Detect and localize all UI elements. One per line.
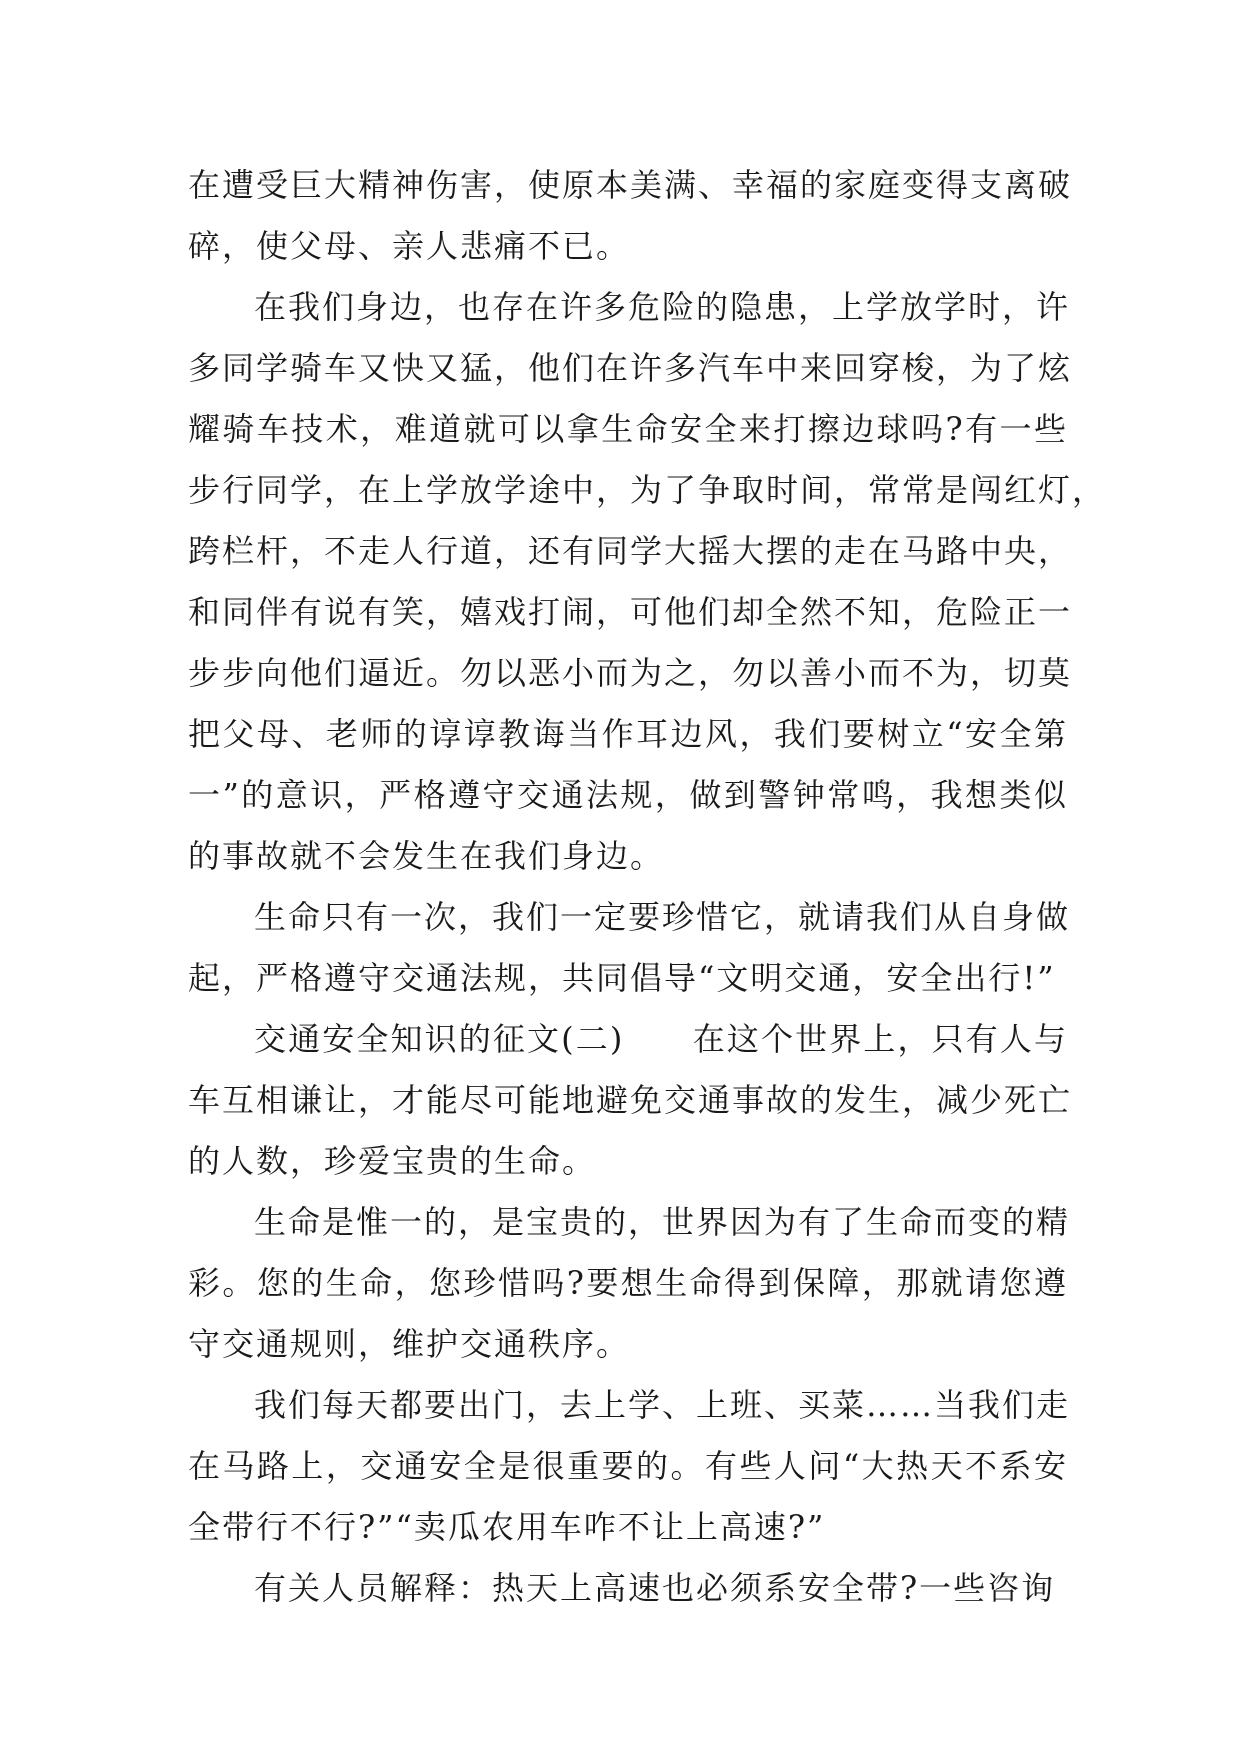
text-line: 耀骑车技术，难道就可以拿生命安全来打擦边球吗?有一些	[188, 410, 1068, 448]
paragraph-start-line: 有关人员解释：热天上高速也必须系安全带?一些咨询	[254, 1569, 1056, 1607]
text-line: 一”的意识，严格遵守交通法规，做到警钟常鸣，我想类似	[188, 776, 1068, 814]
paragraph-start-line: 生命只有一次，我们一定要珍惜它，就请我们从自身做	[254, 898, 1071, 936]
text-line: 守交通规则，维护交通秩序。	[188, 1325, 631, 1363]
text-line: 全带行不行?”“卖瓜农用车咋不让上高速?”	[188, 1508, 826, 1546]
text-line: 和同伴有说有笑，嬉戏打闹，可他们却全然不知，危险正一	[188, 593, 1073, 631]
text-line: 在马路上，交通安全是很重要的。有些人问“大热天不系安	[188, 1447, 1068, 1485]
text-line: 彩。您的生命，您珍惜吗?要想生命得到保障，那就请您遵	[188, 1264, 1068, 1302]
section-heading-line: 交通安全知识的征文(二) 在这个世界上，只有人与	[254, 1020, 1068, 1058]
text-line: 跨栏杆，不走人行道，还有同学大摇大摆的走在马路中央，	[188, 532, 1073, 570]
text-line: 把父母、老师的谆谆教诲当作耳边风，我们要树立“安全第	[188, 715, 1068, 753]
text-line: 的人数，珍爱宝贵的生命。	[188, 1142, 597, 1180]
text-line: 步步向他们逼近。勿以恶小而为之，勿以善小而不为，切莫	[188, 654, 1073, 692]
text-line: 在遭受巨大精神伤害，使原本美满、幸福的家庭变得支离破	[188, 166, 1073, 204]
text-line: 车互相谦让，才能尽可能地避免交通事故的发生，减少死亡	[188, 1081, 1073, 1119]
text-line: 起，严格遵守交通法规，共同倡导“文明交通，安全出行!”	[188, 959, 1056, 997]
text-line: 步行同学，在上学放学途中，为了争取时间，常常是闯红灯，	[188, 471, 1107, 509]
paragraph-start-line: 在我们身边，也存在许多危险的隐患，上学放学时，许	[254, 288, 1071, 326]
paragraph-start-line: 生命是惟一的，是宝贵的，世界因为有了生命而变的精	[254, 1203, 1071, 1241]
text-line: 的事故就不会发生在我们身边。	[188, 837, 665, 875]
text-line: 多同学骑车又快又猛，他们在许多汽车中来回穿梭，为了炫	[188, 349, 1073, 387]
text-line: 碎，使父母、亲人悲痛不已。	[188, 227, 631, 265]
paragraph-start-line: 我们每天都要出门，去上学、上班、买菜……当我们走	[254, 1386, 1071, 1424]
document-body	[188, 155, 1107, 1619]
